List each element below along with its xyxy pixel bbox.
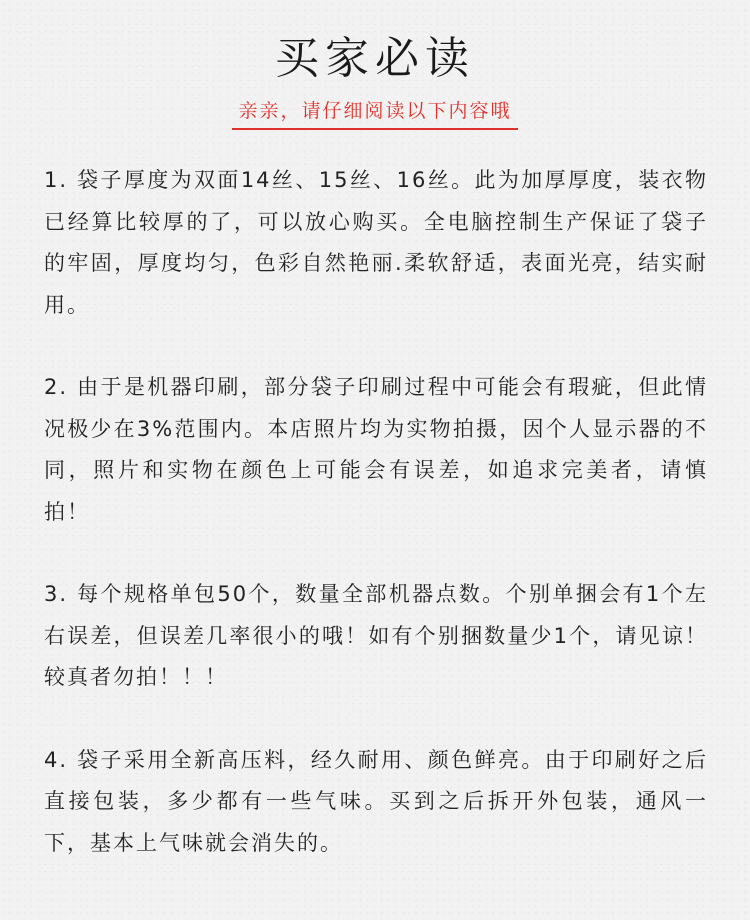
notes-list [44, 160, 708, 905]
subtitle-container [0, 98, 750, 130]
note-item-4: 4. 袋子采用全新高压料，经久耐用、颜色鲜亮。由于印刷好之后直接包装，多少都有一些气味。买到之后拆开外包装，通风一下，基本上气味就会消失的。 [44, 747, 708, 855]
page-subtitle: 亲亲，请仔细阅读以下内容哦 [232, 98, 517, 130]
page-title: 买家必读 [275, 33, 475, 84]
note-item-1: 1. 袋子厚度为双面14丝、15丝、16丝。此为加厚厚度，装衣物已经算比较厚的了，可以放心购买。全电脑控制生产保证了袋子的牢固，厚度均匀，色彩自然艳丽.柔软舒适，表面光亮，结实耐用。 [44, 168, 708, 317]
note-item-3: 3. 每个规格单包50个，数量全部机器点数。个别单捆会有1个左右误差，但误差几率很小的哦！如有个别捆数量少1个，请见谅！较真者勿拍！！！ [44, 582, 708, 689]
note-item-2: 2. 由于是机器印刷，部分袋子印刷过程中可能会有瑕疵，但此情况极少在3%范围内。本店照片均为实物拍摄，因个人显示器的不同，照片和实物在颜色上可能会有误差，如追求完美者，请慎拍！ [44, 375, 708, 524]
